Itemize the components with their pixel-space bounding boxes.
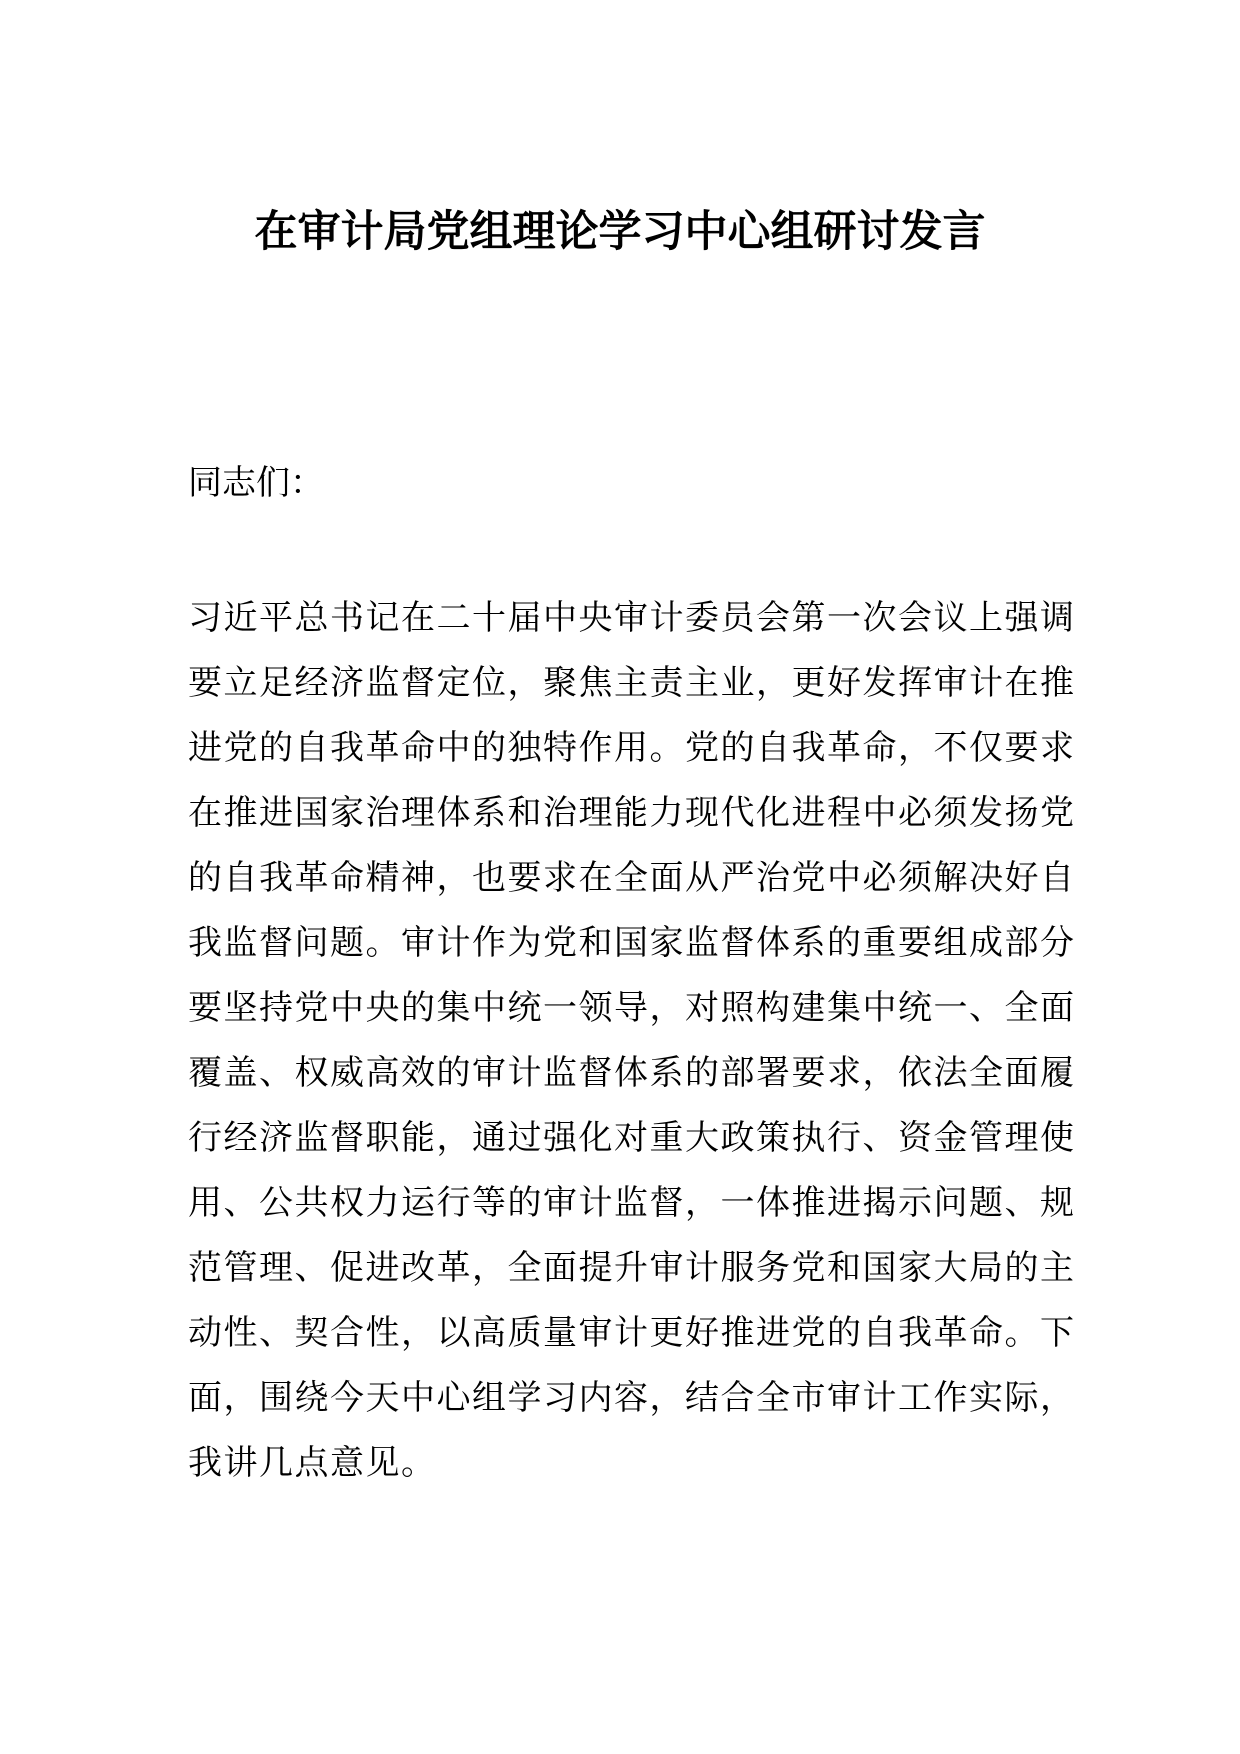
paragraph-line: 面，围绕今天中心组学习内容，结合全市审计工作实际， [188,1378,1076,1418]
paragraph-line: 的自我革命精神，也要求在全面从严治党中必须解决好自 [188,858,1076,898]
paragraph-line: 我讲几点意见。 [188,1443,437,1483]
salutation: 同志们： [188,463,324,503]
paragraph-line: 习近平总书记在二十届中央审计委员会第一次会议上强调 [188,598,1076,638]
paragraph-line: 覆盖、权威高效的审计监督体系的部署要求，依法全面履 [188,1053,1076,1093]
document-title: 在审计局党组理论学习中心组研讨发言 [254,207,986,257]
paragraph-line: 动性、契合性，以高质量审计更好推进党的自我革命。下 [188,1313,1076,1353]
paragraph-line: 用、公共权力运行等的审计监督，一体推进揭示问题、规 [188,1183,1076,1223]
body-paragraph [188,586,1076,1496]
paragraph-line: 范管理、促进改革，全面提升审计服务党和国家大局的主 [188,1248,1076,1288]
paragraph-line: 在推进国家治理体系和治理能力现代化进程中必须发扬党 [188,793,1076,833]
paragraph-line: 我监督问题。审计作为党和国家监督体系的重要组成部分 [188,923,1076,963]
paragraph-line: 行经济监督职能，通过强化对重大政策执行、资金管理使 [188,1118,1076,1158]
paragraph-line: 要立足经济监督定位，聚焦主责主业，更好发挥审计在推 [188,663,1076,703]
paragraph-line: 进党的自我革命中的独特作用。党的自我革命，不仅要求 [188,728,1076,768]
paragraph-line: 要坚持党中央的集中统一领导，对照构建集中统一、全面 [188,988,1076,1028]
